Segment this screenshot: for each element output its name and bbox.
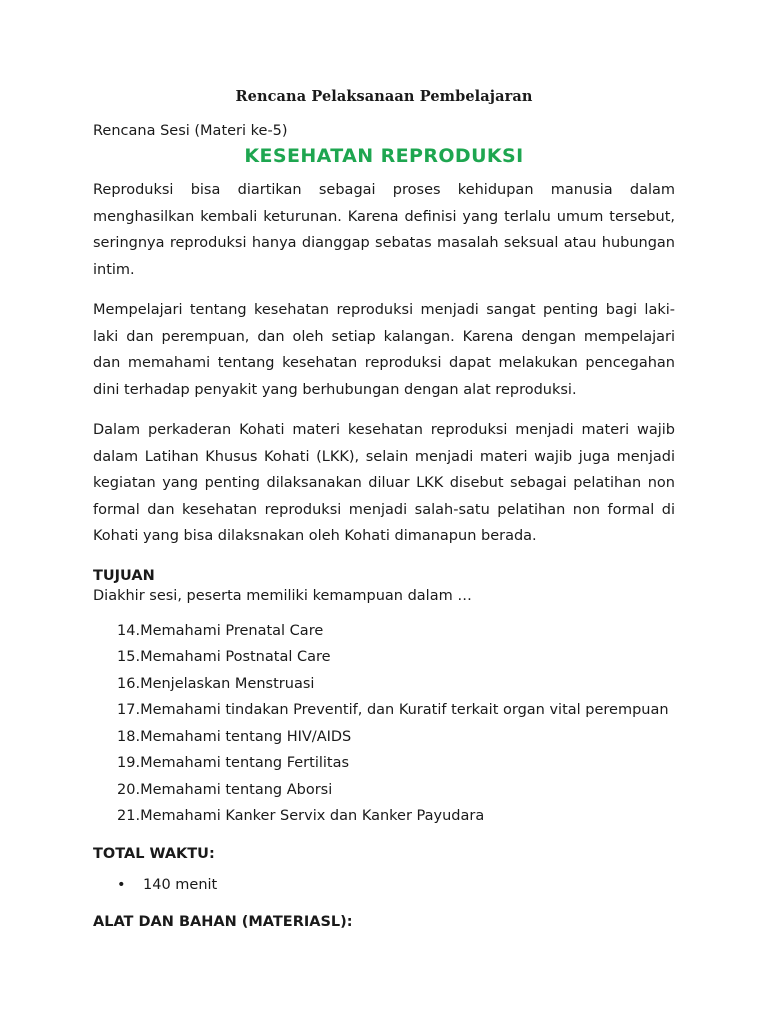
list-text: Memahami tentang Fertilitas <box>140 755 350 771</box>
list-text: Memahami tentang HIV/AIDS <box>140 728 352 745</box>
list-item <box>117 697 675 724</box>
list-number: 20. <box>117 781 141 798</box>
list-text: Memahami Kanker Servix dan Kanker Payudara <box>140 808 485 824</box>
paragraph-2: Mempelajari tentang kesehatan reproduksi menjadi sangat penting bagi laki-laki dan perempuan, dan oleh setiap kalangan. Karena dengan mempelajari dan memahami tentang kesehatan reproduksi dapat melakukan pencegahan dini terhadap penyakit yang berhubungan dengan alat reproduksi. <box>93 302 675 398</box>
document-title: Rencana Pelaksanaan Pembelajaran <box>235 88 533 105</box>
list-item <box>117 803 675 830</box>
list-item <box>117 618 675 645</box>
list-number: 19. <box>117 755 141 771</box>
list-item <box>117 750 675 777</box>
goals-list <box>93 618 675 830</box>
list-number: 14. <box>117 622 141 639</box>
list-number: 18. <box>117 728 141 745</box>
list-number: 16. <box>117 675 141 692</box>
list-text: Memahami tindakan Preventif, dan Kuratif terkait organ vital perempuan <box>140 702 669 718</box>
list-text: Memahami Postnatal Care <box>140 649 331 665</box>
session-label: Rencana Sesi (Materi ke-5) <box>93 123 288 139</box>
list-item <box>117 644 675 671</box>
list-text: 140 menit <box>143 876 218 893</box>
paragraph-3: Dalam perkaderan Kohati materi kesehatan reproduksi menjadi materi wajib dalam Latihan Khusus Kohati (LKK), selain menjadi materi wajib juga menjadi kegiatan yang penting dilaksanakan diluar LKK disebut sebagai pelatihan non formal dan kesehatan reproduksi menjadi salah-satu pelatihan non formal di Kohati yang bisa dilaksnakan oleh Kohati dimanapun berada. <box>93 422 675 544</box>
goals-heading: TUJUAN <box>93 567 155 584</box>
main-heading: KESEHATAN REPRODUKSI <box>244 145 524 167</box>
total-time-heading: TOTAL WAKTU: <box>93 845 215 862</box>
list-number: 21. <box>117 808 141 824</box>
list-text: Menjelaskan Menstruasi <box>140 675 315 692</box>
paragraph-1: Reproduksi bisa diartikan sebagai proses kehidupan manusia dalam menghasilkan kembali keturunan. Karena definisi yang terlalu umum tersebut, seringnya reproduksi hanya dianggap sebatas masalah seksual atau hubungan intim. <box>93 182 675 278</box>
list-number: 17. <box>117 702 141 718</box>
list-item <box>117 777 675 804</box>
list-number: 15. <box>117 649 141 665</box>
total-time-list <box>93 872 675 898</box>
list-item <box>117 671 675 698</box>
tools-heading: ALAT DAN BAHAN (MATERIASL): <box>93 913 353 930</box>
list-text: Memahami tentang Aborsi <box>140 781 333 798</box>
list-item <box>117 724 675 751</box>
list-text: Memahami Prenatal Care <box>140 622 324 639</box>
bullet-icon: • <box>117 876 126 893</box>
goals-intro: Diakhir sesi, peserta memiliki kemampuan dalam … <box>93 587 472 604</box>
list-item <box>117 872 675 898</box>
